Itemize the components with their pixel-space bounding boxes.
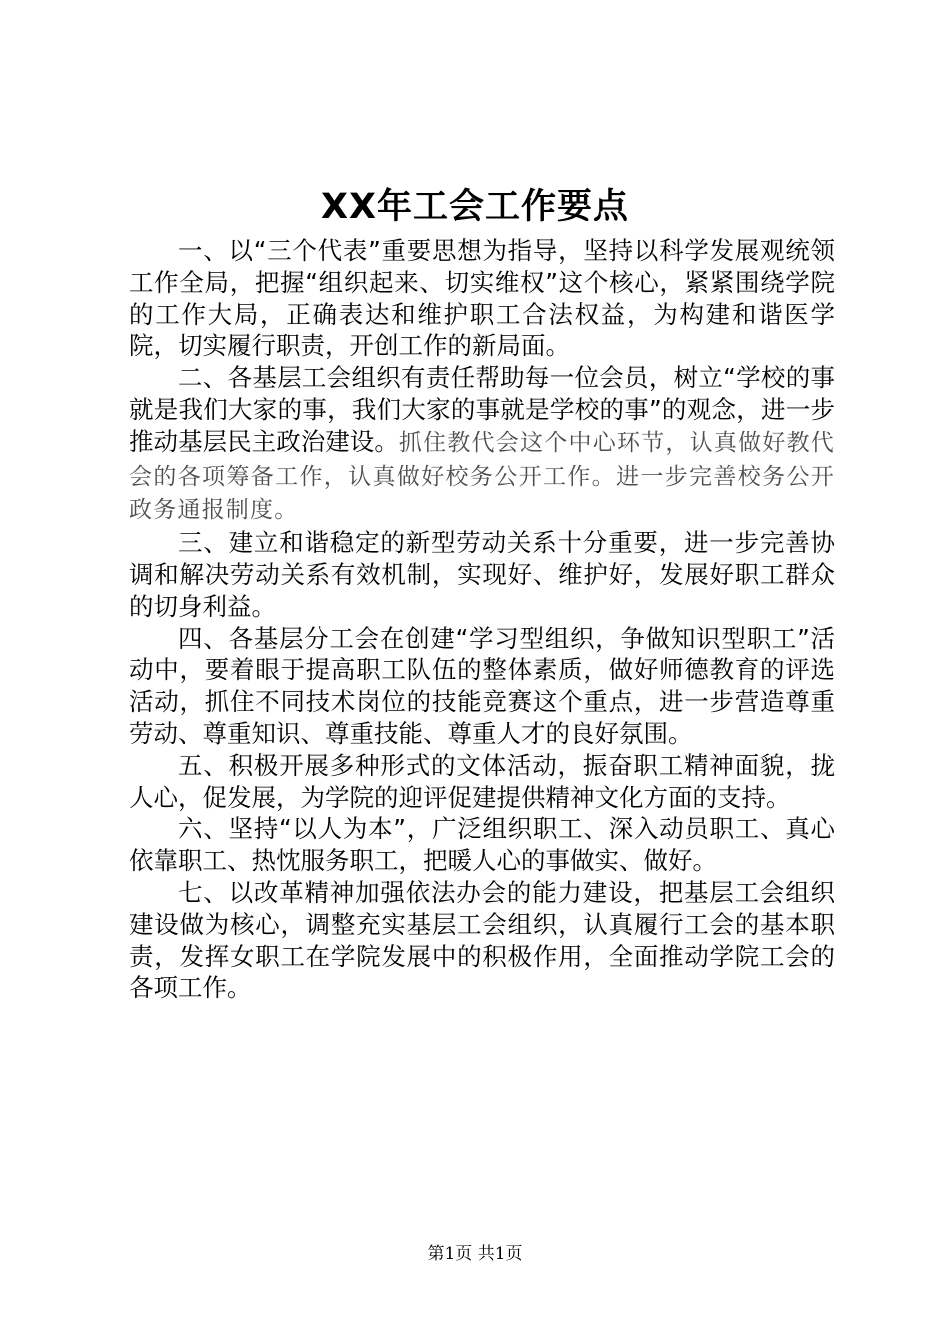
paragraph-1 — [129, 235, 835, 362]
paragraph-1-text: 一、以“三个代表”重要思想为指导，坚持以科学发展观统领工作全局，把握“组织起来、切实维权”这个核心，紧紧围绕学院的工作大局，正确表达和维护职工合法权益，为构建和谐医学院，切实履行职责，开创工作的新局面。 — [129, 236, 835, 361]
paragraph-2-text-light: 抓住教代会这个中心环节，认真做好教代会的各项筹备工作，认真做好校务公开工作。进一步完善校务公开政务通报制度。 — [129, 429, 836, 524]
paragraph-6 — [129, 813, 835, 877]
paragraph-4 — [129, 623, 835, 750]
paragraph-5 — [129, 750, 835, 814]
paragraph-7-text: 七、以改革精神加强依法办会的能力建设，把基层工会组织建设做为核心，调整充实基层工会组织，认真履行工会的基本职责，发挥女职工在学院发展中的积极作用，全面推动学院工会的各项工作。 — [129, 877, 835, 1003]
paragraph-2 — [129, 362, 835, 527]
document-title: XX年工会工作要点 — [321, 187, 629, 227]
paragraph-2-text: 二、各基层工会组织有责任帮助每一位会员，树立“学校的事就是我们大家的事，我们大家的事就是学校的事”的观念，进一步推动基层民主政治建设。 — [129, 363, 835, 456]
paragraph-3 — [129, 527, 835, 622]
document-body — [129, 235, 835, 1004]
page-footer: 第1页 共1页 — [427, 1244, 523, 1264]
paragraph-6-text: 六、坚持“以人为本”，广泛组织职工、深入动员职工、真心依靠职工、热忱服务职工，把暖人心的事做实、做好。 — [129, 814, 835, 876]
paragraph-5-text: 五、积极开展多种形式的文体活动，振奋职工精神面貌，拢人心，促发展，为学院的迎评促建提供精神文化方面的支持。 — [129, 750, 835, 812]
paragraph-7 — [129, 877, 835, 1004]
paragraph-3-text: 三、建立和谐稳定的新型劳动关系十分重要，进一步完善协调和解决劳动关系有效机制，实现好、维护好，发展好职工群众的切身利益。 — [129, 528, 835, 621]
paragraph-4-text: 四、各基层分工会在创建“学习型组织，争做知识型职工”活动中，要着眼于提高职工队伍的整体素质，做好师德教育的评选活动，抓住不同技术岗位的技能竞赛这个重点，进一步营造尊重劳动、尊重知识、尊重技能、尊重人才的良好氛围。 — [129, 623, 835, 748]
